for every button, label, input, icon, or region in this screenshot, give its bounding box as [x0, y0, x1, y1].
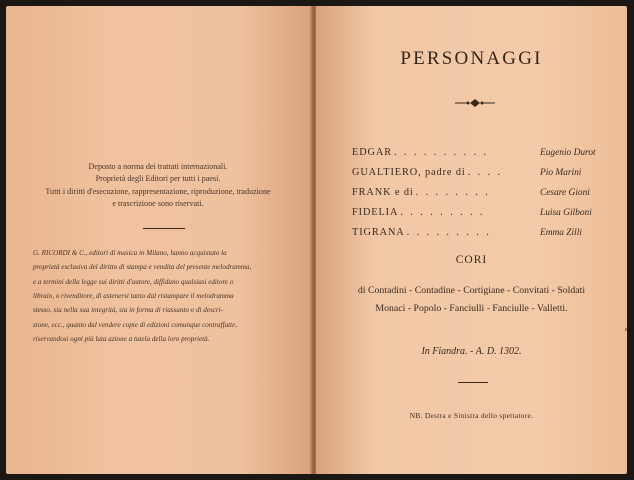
actor-name: Luisa Gilboni	[540, 208, 592, 218]
actor-name: Pio Marini	[540, 168, 582, 178]
role-name: GUALTIERO, padre di	[352, 167, 466, 178]
cast-list	[352, 146, 598, 246]
role-name: FRANK e di	[352, 187, 414, 198]
leader-dots: . . . . . . . . . .	[393, 147, 489, 158]
cast-row	[352, 146, 598, 166]
divider-rule	[458, 382, 488, 383]
publisher-line: zione, ecc., quanto dal vendere copie di edizioni comunque contraffatte,	[33, 320, 238, 329]
publisher-line: libraio, o rivenditore, di astenersi tanto dal ristampare il melodramma	[33, 292, 234, 301]
copyright-notice	[24, 161, 292, 210]
cast-row	[352, 226, 598, 246]
publisher-line: stesso, sia nella sua integrità, sia in forma di riassunto o di descri-	[33, 306, 223, 315]
cast-row	[352, 206, 598, 226]
staging-note: NB. Destra e Sinistra dello spettatore.	[409, 411, 534, 420]
paper-mark	[625, 328, 627, 331]
cast-row	[352, 186, 598, 206]
notice-line: Deposto a norma dei trattati internazionali.	[88, 162, 228, 171]
cast-row	[352, 166, 598, 186]
chorus-heading: CORI	[455, 254, 488, 266]
chorus-line: Monaci - Popolo - Fanciulli - Fanciulle - Valletti.	[375, 303, 568, 314]
actor-name: Eugenio Durot	[540, 148, 596, 158]
divider-rule	[143, 228, 185, 229]
role-name: EDGAR	[352, 147, 392, 158]
actor-name: Emma Zilli	[540, 228, 582, 238]
role-name: FIDELIA	[352, 207, 399, 218]
publisher-line: e a termini della legge sui diritti d'autore, diffidano qualsiasi editore o	[33, 277, 234, 286]
notice-line: e trascrizione sono riservati.	[112, 198, 204, 208]
notice-line: Proprietà degli Editori per tutti i paesi.	[95, 174, 221, 184]
leader-dots: . . . . . . . . .	[400, 207, 485, 218]
page-title: PERSONAGGI	[400, 48, 543, 69]
publisher-statement	[33, 246, 291, 346]
chorus-line: di Contadini - Contadine - Cortigiane - Convitati - Soldati	[357, 285, 586, 296]
role-name: TIGRANA	[352, 227, 405, 238]
ornament-icon	[454, 96, 496, 110]
notice-line: Tutti i diritti d'esecuzione, rappresentazione, riproduzione, traduzione	[45, 186, 271, 196]
setting-line: In Fiandra. - A. D. 1302.	[421, 346, 522, 357]
publisher-line: riservandosi ogni più lata azione a tutela della loro proprietà.	[33, 335, 210, 344]
publisher-line: G. RICORDI & C., editori di musica in Milano, hanno acquistato la	[33, 249, 227, 257]
right-page	[316, 6, 627, 474]
leader-dots: . . . . . . . .	[415, 187, 491, 198]
publisher-line: proprietà esclusiva del diritto di stampa e vendita del presente melodramma,	[33, 263, 252, 272]
leader-dots: . . . . . . . . .	[406, 227, 492, 238]
left-page	[6, 6, 312, 474]
leader-dots: . . . .	[467, 167, 503, 178]
actor-name: Cesare Gioni	[540, 188, 590, 198]
